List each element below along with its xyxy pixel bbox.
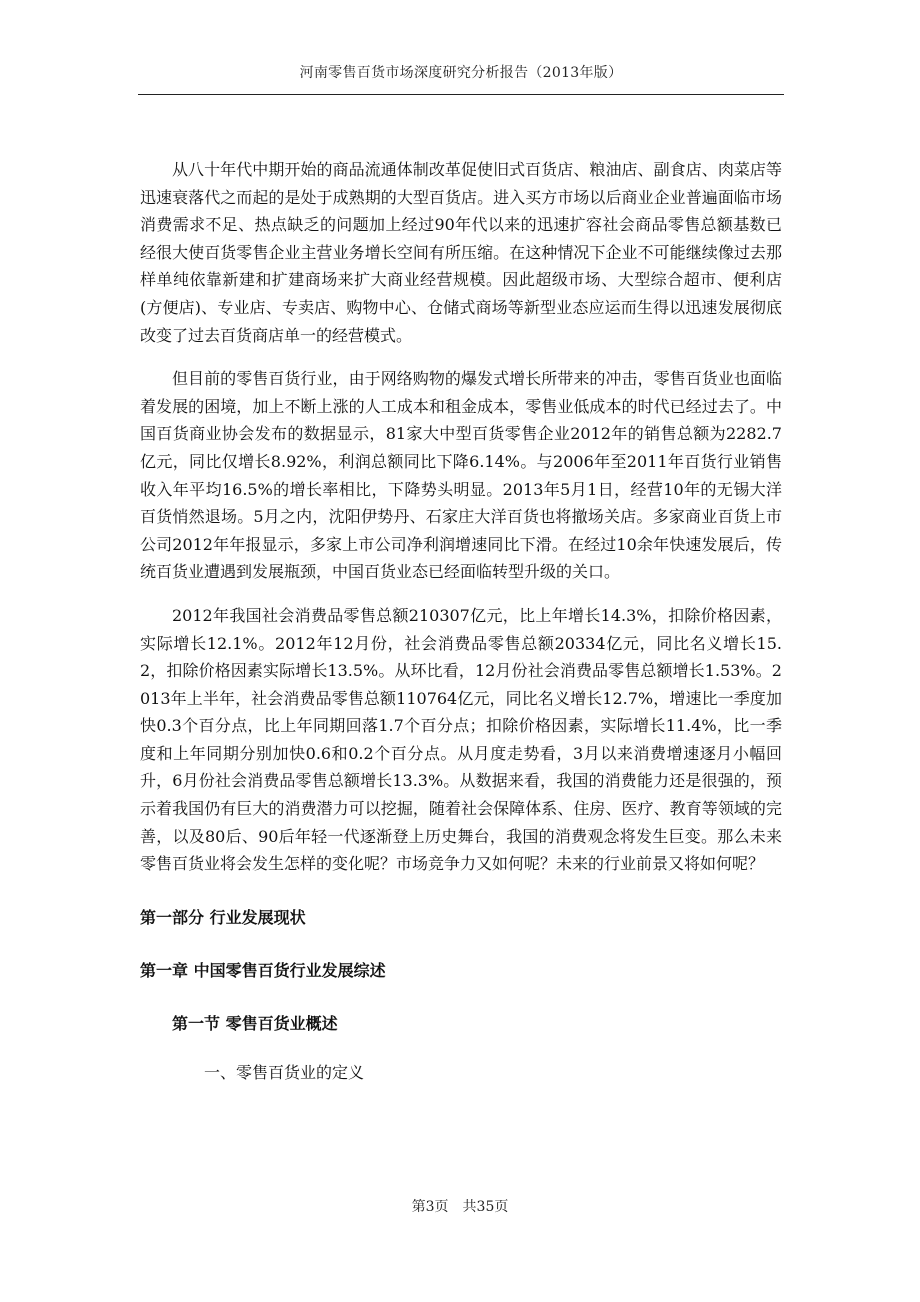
section-heading: 第一节 零售百货业概述 bbox=[172, 1013, 338, 1033]
body-paragraph: 从八十年代中期开始的商品流通体制改革促使旧式百货店、粮油店、副食店、肉菜店等迅速衰落代之而起的是处于成熟期的大型百货店。进入买方市场以后商业企业普遍面临市场消费需求不足、热点缺乏的问题加上经过90年代以来的迅速扩容社会商品零售总额基数已经很大使百货零售企业主营业务增长空间有所压缩。在这种情况下企业不可能继续像过去那样单纯依靠新建和扩建商场来扩大商业经营规模。因此超级市场、大型综合超市、便利店(方便店)、专业店、专卖店、购物中心、仓储式商场等新型业态应运而生得以迅速发展彻底改变了过去百货商店单一的经营模式。 bbox=[140, 160, 782, 345]
page-footer bbox=[0, 1196, 920, 1216]
body-paragraph: 但目前的零售百货行业，由于网络购物的爆发式增长所带来的冲击，零售百货业也面临着发展的困境，加上不断上涨的人工成本和租金成本，零售业低成本的时代已经过去了。中国百货商业协会发布的数据显示，81家大中型百货零售企业2012年的销售总额为2282.7亿元，同比仅增长8.92%，利润总额同比下降6.14%。与2006年至2011年百货行业销售收入年平均16.5%的增长率相比，下降势头明显。2013年5月1日，经营10年的无锡大洋百货悄然退场。5月之内，沈阳伊势丹、石家庄大洋百货也将撤场关店。多家商业百货上市公司2012年年报显示，多家上市公司净利润增速同比下滑。在经过10余年快速发展后，传统百货业遭遇到发展瓶颈，中国百货业态已经面临转型升级的关口。 bbox=[140, 369, 782, 582]
document-body bbox=[140, 156, 782, 1086]
body-paragraph: 2012年我国社会消费品零售总额210307亿元，比上年增长14.3%，扣除价格因素，实际增长12.1%。2012年12月份，社会消费品零售总额20334亿元，同比名义增长15.2，扣除价格因素实际增长13.5%。从环比看，12月份社会消费品零售总额增长1.53%。2013年上半年，社会消费品零售总额110764亿元，同比名义增长12.7%，增速比一季度加快0.3个百分点，比上年同期回落1.7个百分点；扣除价格因素，实际增长11.4%，比一季度和上年同期分别加快0.6和0.2个百分点。从月度走势看，3月以来消费增速逐月小幅回升，6月份社会消费品零售总额增长13.3%。从数据来看，我国的消费能力还是很强的，预示着我国仍有巨大的消费潜力可以挖掘，随着社会保障体系、住房、医疗、教育等领域的完善，以及80后、90后年轻一代逐渐登上历史舞台，我国的消费观念将发生巨变。那么未来零售百货业将会发生怎样的变化呢？市场竞争力又如何呢？未来的行业前景又将如何呢？ bbox=[140, 605, 782, 874]
header-rule bbox=[138, 94, 784, 95]
running-header: 河南零售百货市场深度研究分析报告（2013年版） bbox=[299, 65, 623, 81]
page-total: 共35页 bbox=[462, 1199, 509, 1215]
chapter-heading: 第一章 中国零售百货行业发展综述 bbox=[140, 960, 386, 980]
subsection-heading: 一、零售百货业的定义 bbox=[204, 1062, 365, 1082]
page-number: 第3页 bbox=[411, 1199, 449, 1215]
part-heading: 第一部分 行业发展现状 bbox=[140, 907, 306, 927]
